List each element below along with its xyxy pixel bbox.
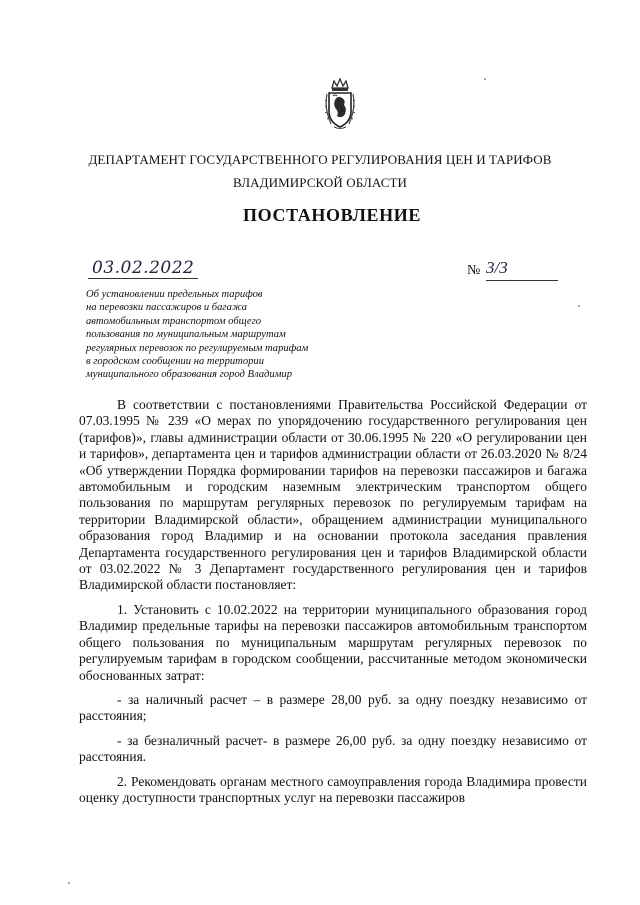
number-label: №: [467, 263, 481, 278]
subject-line: пользования по муниципальным маршрутам: [86, 329, 286, 341]
subject-line: регулярных перевозок по регулируемым тарифам: [86, 342, 309, 354]
date-underline: [88, 278, 198, 279]
item-1-paragraph: 1. Установить с 10.02.2022 на территории муниципального образования город Владимир предельные тарифы на перевозки пассажиров автомобильным транспортом общего пользования по муниципальным маршрутам регулярных перевозок по регулируемым тарифам в городском сообщении, рассчитанные методом экономически обоснованных затрат:: [79, 601, 587, 683]
preamble-paragraph: В соответствии с постановлениями Правительства Российской Федерации от 07.03.1995 № 239 «О мерах по упорядочению государственного регулирования цен (тарифов)», главы администрации области от 30.06.1995 № 220 «О регулировании цен и тарифов», департамента цен и тарифов администрации области от 26.03.2020 № 8/24 «Об утверждении Порядка формировании тарифов на перевозки пассажиров и багажа автомобильным и городским наземным электрическим транспортом общего пользования по маршрутам регулярных перевозок по регулируемым тарифам на территории Владимирской области», обращением администрации муниципального образования город Владимир и на основании протокола заседания правления Департамента государственного регулирования цен и тарифов Владимирской области от 03.02.2022 № 3 Департамент государственного регулирования цен и тарифов Владимирской области постановляет:: [79, 397, 587, 593]
subject-line: на перевозки пассажиров и багажа: [86, 302, 247, 314]
department-name-line2: ВЛАДИМИРСКОЙ ОБЛАСТИ: [232, 175, 408, 190]
scan-speck: [68, 882, 70, 884]
document-body: [79, 397, 587, 806]
document-type-title: ПОСТАНОВЛЕНИЕ: [243, 205, 421, 225]
subject-line: в городском сообщении на территории: [86, 356, 265, 368]
subject-line: Об установлении предельных тарифов: [86, 289, 263, 300]
subject-line: муниципального образования город Владимир: [86, 369, 293, 381]
scan-speck: [484, 78, 486, 80]
number-underline: [486, 280, 558, 281]
item-2-paragraph: 2. Рекомендовать органам местного самоуправления города Владимира провести оценку доступности транспортных услуг на перевозки пассажиров: [79, 773, 587, 805]
item-1-cash-tariff: - за наличный расчет – в размере 28,00 руб. за одну поездку независимо от расстояния;: [79, 691, 587, 724]
department-name-line1: ДЕПАРТАМЕНТ ГОСУДАРСТВЕННОГО РЕГУЛИРОВАНИЯ ЦЕН И ТАРИФОВ: [88, 152, 552, 167]
subject-line: автомобильным транспортом общего: [86, 315, 262, 327]
document-subject: [86, 288, 386, 382]
item-1-cashless-tariff: - за безналичный расчет- в размере 26,00 руб. за одну поездку независимо от расстояния.: [79, 732, 587, 765]
document-date: 03.02.2022: [92, 258, 195, 278]
scan-speck: [578, 305, 580, 307]
document-number: 3/3: [486, 258, 508, 277]
coat-of-arms-icon: [325, 78, 355, 130]
